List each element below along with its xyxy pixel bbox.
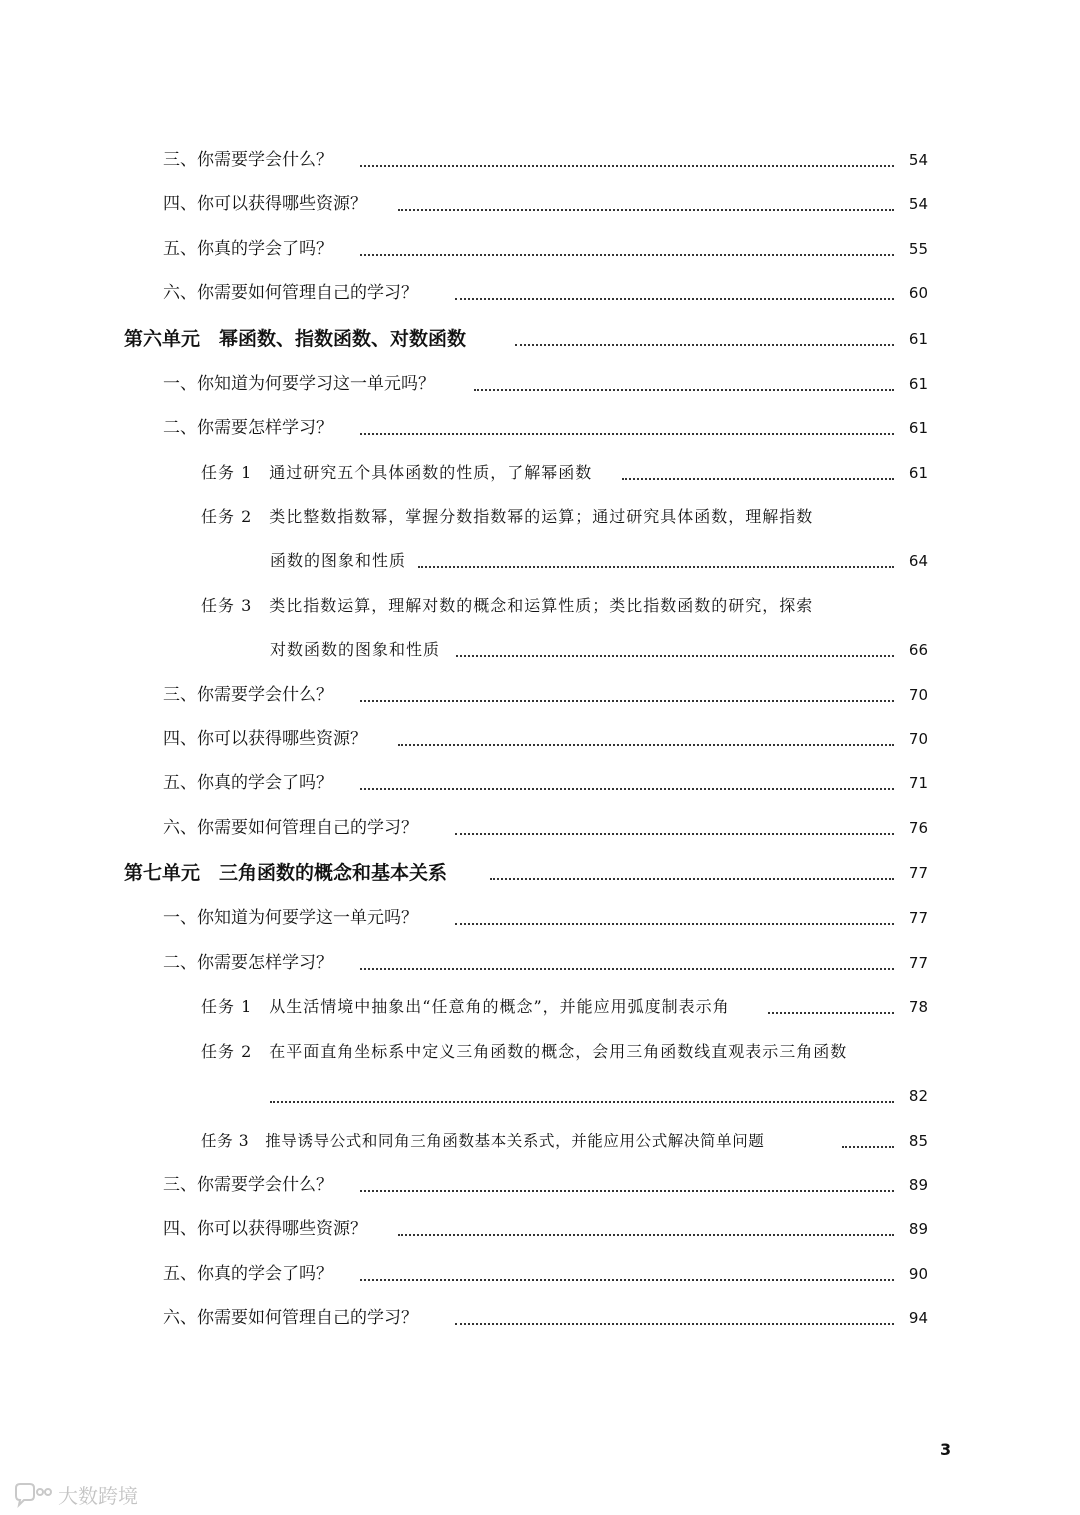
leader-dots [360,662,894,702]
watermark [12,1480,138,1509]
toc-entry-title: 三、你需要学会什么？ [163,140,337,180]
toc-entry-page: 54 [908,195,928,213]
toc-entry[interactable] [0,408,1080,448]
toc-entry-page: 82 [908,1087,928,1105]
page-number: 3 [940,1440,952,1459]
toc-entry-title: 五、你真的学会了吗？ [163,229,337,269]
toc-entry-page: 90 [908,1265,928,1283]
toc-entry-title: 五、你真的学会了吗？ [163,1254,337,1294]
leader-dots [398,706,894,746]
toc-task-title: 任务 3 类比指数运算，理解对数的概念和运算性质；类比指数函数的研究，探索 [201,586,817,626]
toc-entry-title: 六、你需要如何管理自己的学习？ [163,808,422,848]
toc-task-title: 任务 1 从生活情境中抽象出“任意角的概念”，并能应用弧度制表示角 [201,987,734,1027]
toc-entry-page: 77 [908,954,928,972]
leader-dots [360,750,894,790]
leader-dots [474,351,894,391]
toc-entry-title: 一、你知道为何要学这一单元吗？ [163,898,422,938]
toc-entry-page: 78 [908,998,928,1016]
leader-dots [418,528,894,568]
toc-entry-page: 70 [908,730,928,748]
leader-dots [842,1108,894,1148]
toc-entry-page: 71 [908,774,928,792]
toc-entry-title: 四、你可以获得哪些资源？ [163,184,371,224]
leader-dots [360,1152,894,1192]
toc-entry-page: 89 [908,1220,928,1238]
toc-entry-page: 94 [908,1309,928,1327]
toc-task-title: 任务 1 通过研究五个具体函数的性质，了解幂函数 [201,453,596,493]
toc-entry-page: 54 [908,151,928,169]
toc-entry-page: 60 [908,284,928,302]
leader-dots [515,306,894,346]
toc-task-title: 任务 2 在平面直角坐标系中定义三角函数的概念，会用三角函数线直观表示三角函数 [201,1032,851,1072]
toc-task-title: 对数函数的图象和性质 [270,630,444,670]
toc-entry-title: 三、你需要学会什么？ [163,675,337,715]
toc-entry-title: 六、你需要如何管理自己的学习？ [163,273,422,313]
toc-task-title: 任务 3 推导诱导公式和同角三角函数基本关系式，并能应用公式解决简单问题 [201,1121,768,1161]
toc-entry-title: 二、你需要怎样学习？ [163,943,337,983]
watermark-text: 大数跨境 [58,1484,138,1508]
toc-entry-title: 四、你可以获得哪些资源？ [163,1209,371,1249]
leader-dots [490,840,894,880]
toc-entry-page: 76 [908,819,928,837]
toc-entry-page: 64 [908,552,928,570]
leader-dots [768,974,894,1014]
leader-dots [455,1285,894,1325]
leader-dots [456,617,894,657]
toc-entry-page: 70 [908,686,928,704]
leader-dots [360,127,894,167]
toc-unit-title: 第六单元 幂函数、指数函数、对数函数 [124,319,470,359]
toc-task-continuation[interactable] [0,1076,1080,1116]
leader-dots [398,1196,894,1236]
leader-dots [455,795,894,835]
leader-dots [270,1063,894,1103]
toc-entry-title: 二、你需要怎样学习？ [163,408,337,448]
leader-dots [398,171,894,211]
toc-entry-title: 四、你可以获得哪些资源？ [163,719,371,759]
toc-entry-page: 55 [908,240,928,258]
toc-entry-page: 77 [908,864,928,882]
toc-task-title: 函数的图象和性质 [270,541,410,581]
toc-entry-title: 五、你真的学会了吗？ [163,763,337,803]
toc-entry-page: 85 [908,1132,928,1150]
leader-dots [360,395,894,435]
toc-entry-page: 61 [908,419,928,437]
toc-task-entry[interactable] [0,453,1080,493]
leader-dots [360,930,894,970]
toc-task-title: 任务 2 类比整数指数幂，掌握分数指数幂的运算；通过研究具体函数，理解指数 [201,497,817,537]
toc-entry-page: 77 [908,909,928,927]
toc-entry-title: 六、你需要如何管理自己的学习？ [163,1298,422,1338]
toc-unit-title: 第七单元 三角函数的概念和基本关系 [124,853,451,893]
toc-entry[interactable] [0,943,1080,983]
leader-dots [622,440,894,480]
leader-dots [455,885,894,925]
toc-entry[interactable] [0,1298,1080,1338]
toc-task-entry[interactable] [0,987,1080,1027]
toc-entry-page: 89 [908,1176,928,1194]
toc-entry-page: 61 [908,375,928,393]
leader-dots [360,216,894,256]
toc-entry-page: 66 [908,641,928,659]
toc-entry-page: 61 [908,330,928,348]
toc-entry-title: 三、你需要学会什么？ [163,1165,337,1205]
watermark-logo-icon [12,1482,54,1508]
leader-dots [455,260,894,300]
leader-dots [360,1241,894,1281]
toc-entry-page: 61 [908,464,928,482]
toc-entry-title: 一、你知道为何要学习这一单元吗？ [163,364,439,404]
toc-task-continuation[interactable] [0,541,1080,581]
